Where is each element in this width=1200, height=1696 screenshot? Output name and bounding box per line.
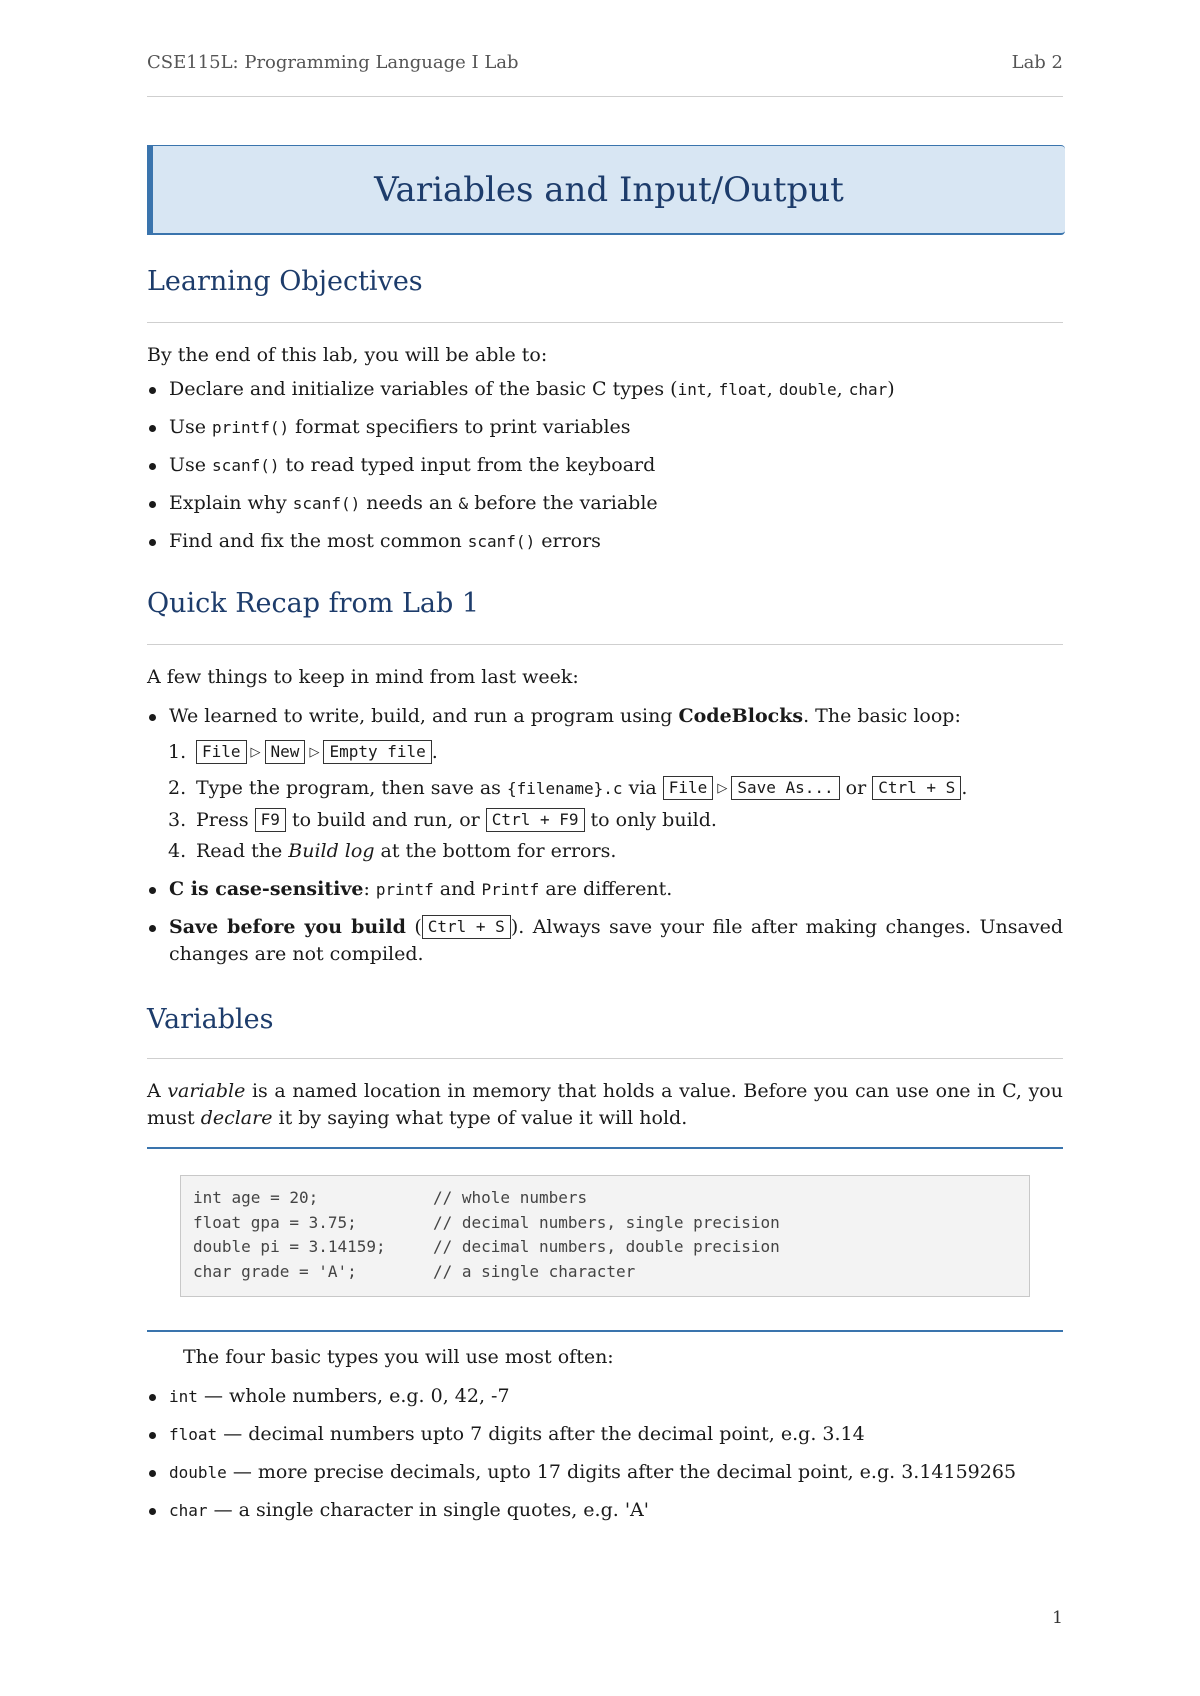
list-item: Use scanf() to read typed input from the keyboard (147, 452, 1063, 479)
section-heading-variables: Variables (147, 1004, 274, 1035)
section-heading-objectives: Learning Objectives (147, 266, 423, 297)
list-item: Explain why scanf() needs an & before the variable (147, 490, 1063, 517)
bullet-icon (149, 1508, 156, 1515)
section-heading-recap: Quick Recap from Lab 1 (147, 588, 480, 619)
numbered-step: 2. Type the program, then save as {filename}.c via File ▷ Save As... or Ctrl + S . (168, 777, 968, 799)
running-header (147, 52, 1063, 73)
list-item: Find and fix the most common scanf() errors (147, 528, 1063, 555)
section-rule (147, 322, 1063, 323)
bullet-icon (149, 714, 156, 721)
lab-number: Lab 2 (1011, 52, 1063, 73)
bullet-icon (149, 1432, 156, 1439)
key-ctrl-f9: Ctrl + F9 (486, 808, 585, 832)
bullet-icon (149, 463, 156, 470)
bullet-icon (149, 925, 156, 932)
bullet-icon (149, 539, 156, 546)
list-item: Use printf() format specifiers to print variables (147, 414, 1063, 441)
key-file: File (663, 776, 714, 800)
list-item: C is case-sensitive: printf and Printf are different. (147, 876, 1063, 903)
code-block-bottom-rule (147, 1330, 1063, 1332)
recap-intro: A few things to keep in mind from last week: (147, 666, 579, 688)
list-item: char — a single character in single quotes, e.g. 'A' (147, 1497, 1063, 1524)
key-file: File (196, 740, 247, 764)
code-line: int age = 20; // whole numbers (193, 1188, 588, 1207)
page-title: Variables and Input/Output (374, 169, 844, 210)
list-item: float — decimal numbers upto 7 digits after the decimal point, e.g. 3.14 (147, 1421, 1063, 1448)
course-name: CSE115L: Programming Language I Lab (147, 52, 519, 73)
list-item: Declare and initialize variables of the basic C types (int, float, double, char) (147, 376, 1063, 403)
key-ctrl-s: Ctrl + S (872, 776, 961, 800)
code-line: double pi = 3.14159; // decimal numbers, double precision (193, 1237, 780, 1256)
bullet-icon (149, 387, 156, 394)
header-rule (147, 96, 1063, 97)
code-block (180, 1175, 1030, 1297)
types-intro: The four basic types you will use most often: (183, 1346, 614, 1368)
section-rule (147, 1058, 1063, 1059)
objectives-intro: By the end of this lab, you will be able to: (147, 344, 548, 366)
numbered-step: 1. File ▷ New ▷ Empty file . (168, 741, 438, 763)
code-line: char grade = 'A'; // a single character (193, 1261, 636, 1281)
code-block-top-rule (147, 1147, 1063, 1149)
page-number: 1 (1052, 1608, 1063, 1628)
bullet-icon (149, 887, 156, 894)
key-save-as: Save As... (731, 776, 839, 800)
variables-paragraph: A variable is a named location in memory that holds a value. Before you can use one in C, you must declare it by saying what type of value it will hold. (147, 1080, 1063, 1129)
list-item: Save before you build ( Ctrl + S ). Always save your file after making changes. Unsaved changes are not compiled. (147, 914, 1063, 968)
bullet-icon (149, 425, 156, 432)
key-f9: F9 (255, 808, 286, 832)
numbered-step: 3. Press F9 to build and run, or Ctrl + F9 to only build. (168, 809, 717, 831)
list-item: We learned to write, build, and run a program using CodeBlocks. The basic loop: (147, 703, 1063, 730)
list-item: int — whole numbers, e.g. 0, 42, -7 (147, 1383, 1063, 1410)
code-line: float gpa = 3.75; // decimal numbers, single precision (193, 1212, 780, 1232)
list-item: double — more precise decimals, upto 17 digits after the decimal point, e.g. 3.14159265 (147, 1459, 1063, 1486)
key-new: New (265, 740, 306, 764)
section-rule (147, 644, 1063, 645)
bullet-icon (149, 1470, 156, 1477)
title-box (147, 145, 1065, 235)
bullet-icon (149, 1394, 156, 1401)
numbered-step: 4. Read the Build log at the bottom for errors. (168, 840, 617, 862)
bullet-icon (149, 501, 156, 508)
key-ctrl-s: Ctrl + S (422, 915, 511, 939)
key-empty-file: Empty file (323, 740, 431, 764)
